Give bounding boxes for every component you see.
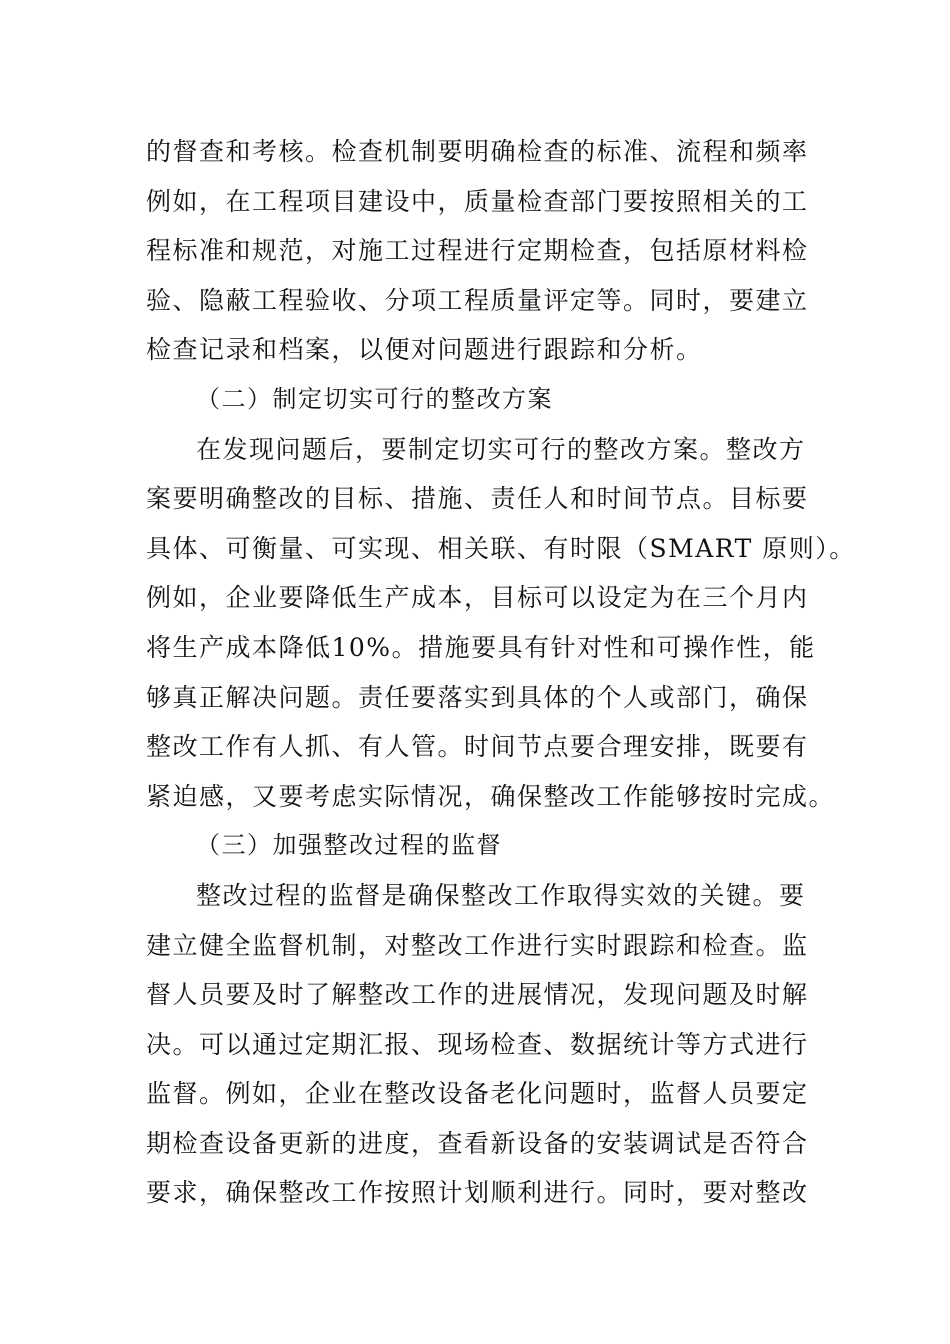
paragraph-line: 督人员要及时了解整改工作的进展情况，发现问题及时解 [146,980,809,1010]
paragraph-line: 够真正解决问题。责任要落实到具体的个人或部门，确保 [146,682,809,712]
paragraph-line: 例如，在工程项目建设中，质量检查部门要按照相关的工 [146,186,809,216]
paragraph-line: 要求，确保整改工作按照计划顺利进行。同时，要对整改 [146,1178,809,1208]
paragraph-line: 检查记录和档案，以便对问题进行跟踪和分析。 [146,335,703,365]
paragraph-line: 紧迫感，又要考虑实际情况，确保整改工作能够按时完成。 [146,781,836,811]
section-heading-3: （三）加强整改过程的监督 [196,831,502,860]
paragraph-line: 具体、可衡量、可实现、相关联、有时限（SMART 原则）。 [146,533,856,563]
paragraph-line: 将生产成本降低10%。措施要具有针对性和可操作性，能 [146,632,816,662]
section-heading-2: （二）制定切实可行的整改方案 [196,384,553,413]
paragraph-line: 案要明确整改的目标、措施、责任人和时间节点。目标要 [146,484,809,514]
paragraph-line: 决。可以通过定期汇报、现场检查、数据统计等方式进行 [146,1029,809,1059]
paragraph-line: 的督查和考核。检查机制要明确检查的标准、流程和频率 [146,137,809,166]
paragraph-line: 建立健全监督机制，对整改工作进行实时跟踪和检查。监 [146,930,809,960]
paragraph-line: 期检查设备更新的进度，查看新设备的安装调试是否符合 [146,1128,809,1158]
paragraph-line: 程标准和规范，对施工过程进行定期检查，包括原材料检 [146,236,809,266]
paragraph-line: 整改过程的监督是确保整改工作取得实效的关键。要 [196,880,806,910]
paragraph-line: 监督。例如，企业在整改设备老化问题时，监督人员要定 [146,1079,809,1109]
paragraph-line: 整改工作有人抓、有人管。时间节点要合理安排，既要有 [146,732,809,762]
paragraph-line: 验、隐蔽工程验收、分项工程质量评定等。同时，要建立 [146,285,809,315]
paragraph-line: 在发现问题后，要制定切实可行的整改方案。整改方 [196,434,806,464]
document-body [146,127,856,1218]
paragraph-line: 例如，企业要降低生产成本，目标可以设定为在三个月内 [146,583,809,613]
